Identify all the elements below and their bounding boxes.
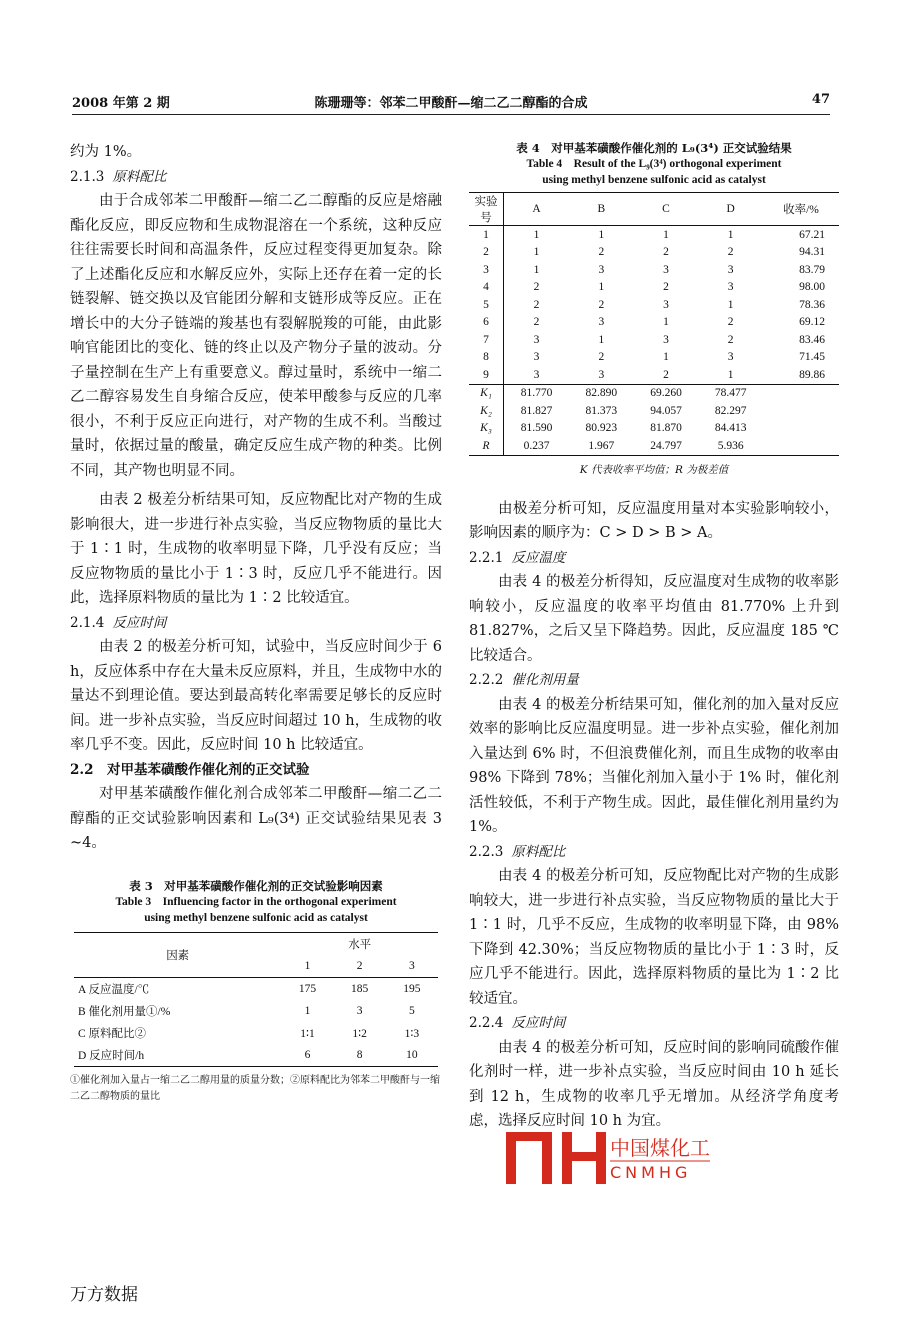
table-cell: 3: [598, 316, 605, 329]
table-cell: 81.827: [520, 404, 553, 417]
table-cell: 3: [533, 351, 540, 364]
table-row: [469, 349, 839, 367]
column-header: B: [569, 193, 634, 226]
table-cell: K₂: [469, 402, 504, 420]
table-cell: 81.590: [520, 422, 553, 435]
table-row: [74, 1000, 438, 1022]
level-cell: 1∶3: [404, 1027, 420, 1040]
table-cell: 1: [663, 351, 669, 364]
table-cell: 1: [727, 298, 734, 311]
right-column: [469, 140, 839, 1134]
factor-cell: D 反应时间/h: [74, 1044, 281, 1067]
paragraph: 由表 4 的极差分析得知，反应温度对生成物的收率影响较小，反应温度的收率平均值由 81.770% 上升到 81.827%，之后又呈下降趋势。因此，反应温度 185 ℃ 比较适合。: [469, 574, 839, 664]
level-cell: 175: [298, 982, 317, 995]
table-cell: 69.12: [799, 316, 825, 329]
table-row: [469, 331, 839, 349]
table-cell: 3: [663, 298, 669, 311]
empty-cell: [763, 384, 839, 402]
level-cell: 6: [281, 1044, 333, 1067]
table-3-caption-en-2: using methyl benzene sulfonic acid as catalyst: [144, 911, 368, 924]
table-row: [469, 314, 839, 332]
table-row: [469, 244, 839, 262]
table-3-block: [70, 878, 442, 1105]
table-cell: 94.31: [799, 246, 825, 259]
level-cell: 3: [356, 1004, 363, 1017]
header-rule: [72, 114, 830, 115]
table-stat-row: [469, 437, 839, 455]
table-cell: 1: [533, 263, 540, 276]
table-3-footnote: ①催化剂加入量占一缩二乙二醇用量的质量分数；②原料配比为邻苯二甲酸酐与一缩二乙二醇物质的量比: [70, 1074, 440, 1102]
level-label: 1: [281, 955, 333, 978]
table-cell: 1: [598, 333, 605, 346]
table-cell: 1: [533, 246, 540, 259]
table-row: [469, 296, 839, 314]
table-cell: 2: [533, 298, 540, 311]
empty-cell: [763, 420, 839, 438]
table-cell: 82.890: [569, 384, 634, 402]
table-cell: 2: [663, 246, 669, 259]
column-header: A: [504, 193, 570, 226]
table-cell: 3: [663, 263, 669, 276]
level-cell: 8: [334, 1044, 386, 1067]
table-cell: 71.45: [799, 351, 825, 364]
table-cell: 82.297: [714, 404, 747, 417]
level-cell: 195: [403, 982, 421, 995]
level-cell: 5: [409, 1004, 415, 1017]
table-cell: 78.36: [799, 298, 825, 311]
paragraph: 由表 2 的极差分析可知，试验中，当反应时间少于 6 h，反应体系中存在大量未反应原料，并且，生成物中水的量达不到理论值。要达到最高转化率需要足够长的反应时间。进一步补点实验，当反应时间超过 10 h，生成物的收率几乎不变。因此，反应时间 10 h 比较适宜。: [70, 639, 442, 753]
table-cell: 3: [598, 263, 605, 276]
table-cell: 1: [663, 228, 669, 241]
table-cell: 3: [598, 368, 605, 381]
table-cell: 81.770: [504, 384, 570, 402]
table-cell: 5.936: [698, 437, 763, 455]
table-cell: 5: [469, 296, 504, 314]
table-cell: 2: [533, 281, 540, 294]
column-header: 收率/%: [763, 193, 839, 226]
table-cell: 67.21: [799, 228, 825, 241]
table-row: [74, 1022, 438, 1044]
level-cell: 1∶2: [352, 1027, 367, 1040]
section-heading-2-2-1: 2.2.1 反应温度: [469, 549, 566, 566]
section-heading-2-1-3: 2.1.3 原料配比: [70, 168, 167, 185]
table-row: [74, 1044, 438, 1067]
table-cell: 9: [469, 366, 504, 384]
level-cell: 1: [304, 1004, 311, 1017]
paragraph: 由表 4 的极差分析可知，反应时间的影响同硫酸作催化剂时一样，进一步补点实验，当反应时间由 10 h 延长到 12 h，生成物的收率几乎无增加。从经济学角度考虑，选择反应时间 10 h 为宜。: [469, 1039, 839, 1129]
table-4-caption: 表 4 对甲基苯磺酸作催化剂的 L₉(3⁴) 正交试验结果: [516, 141, 792, 155]
column-header: D: [698, 193, 763, 226]
table-cell: 2: [598, 351, 605, 364]
level-cell: 1∶1: [300, 1027, 315, 1040]
table-cell: 3: [533, 333, 540, 346]
table-cell: 94.057: [650, 404, 682, 417]
table-stat-row: [469, 384, 839, 402]
table-cell: 1: [598, 281, 605, 294]
table-cell: K₁: [469, 384, 504, 402]
table-cell: 83.46: [799, 333, 825, 346]
paragraph: 由于合成邻苯二甲酸酐—缩二乙二醇酯的反应是熔融酯化反应，即反应物和生成物混溶在一个系统，这种反应往往需要长时间和高温条件，反应过程变得更加复杂。除了上述酯化反应和水解反应外，实际上还存在着一定的长链裂解、链交换以及官能团分解和支链形成等反应。正在增长中的大分子链端的羧基也有裂解脱羧的可能，由此影响官能团比的变化、链的终止以及产物分子量的波动。分子量控制在生产上有重要意义。醇过量时，系统中一缩二乙二醇容易发生自身缩合反应，使苯甲酸参与反应的几率很小，不利于反应正向进行，对产物的生成不利。当酸过量时，依据过量的酸量，确定反应生成产物的种类。比例不同，其产物也明显不同。: [70, 193, 442, 479]
table-row: [469, 366, 839, 384]
empty-cell: [763, 402, 839, 420]
table-cell: 2: [533, 316, 540, 329]
table-cell: 3: [727, 263, 734, 276]
issue-label: 2008 年第 2 期: [72, 96, 170, 111]
table-cell: 1: [469, 226, 504, 244]
running-header: [72, 92, 830, 112]
paragraph: 由极差分析可知，反应温度用量对本实验影响较小，影响因素的顺序为：C > D > B > A。: [469, 500, 839, 541]
factor-cell: C 原料配比②: [78, 1027, 147, 1040]
paragraph: 由表 4 的极差分析可知，反应物配比对产物的生成影响较大，进一步进行补点实验，当反应物物质的量比大于 1∶1 时，几乎不反应，生成物的收率明显下降，由 98% 下降到 42.30%；当反应物物质的量比小于 1∶3 时，反应几乎不能进行。因此，选择原料物质的量比为 1∶2 比较适宜。: [469, 868, 839, 1007]
table-cell: 2: [469, 244, 504, 262]
table-cell: 84.413: [714, 422, 747, 435]
table-cell: 3: [663, 333, 669, 346]
level-cell: 185: [351, 982, 369, 995]
section-heading-2-2-2: 2.2.2 催化剂用量: [469, 672, 579, 688]
paragraph: 由表 2 极差分析结果可知，反应物配比对产物的生成影响很大，进一步进行补点实验，当反应物物质的量比大于 1∶1 时，生成物的收率明显下降，几乎没有反应；当反应物物质的量比小于 1∶3 时，反应几乎不能进行。因此，选择原料物质的量比为 1∶2 比较适宜。: [70, 492, 442, 606]
table-cell: 78.477: [698, 384, 763, 402]
table-row: [469, 226, 839, 244]
table-4-caption-en: Table 4 Result of the L₉(3⁴) orthogonal experiment: [526, 158, 782, 170]
table-3-caption: 表 3 对甲基苯磺酸作催化剂的正交试验影响因素: [129, 878, 383, 893]
factor-cell: A 反应温度/℃: [78, 983, 150, 996]
section-heading-2-2-4: 2.2.4 反应时间: [469, 1015, 566, 1031]
watermark-en: CNMHG: [610, 1163, 692, 1182]
running-title: 陈珊珊等：邻苯二甲酸酐—缩二乙二醇酯的合成: [314, 96, 588, 111]
factor-header: 因素: [74, 932, 281, 977]
left-column: [70, 140, 442, 1105]
level-label: 2: [334, 955, 386, 978]
table-4-note: K 代表收率平均值；R 为极差值: [579, 463, 729, 476]
table-stat-row: [469, 402, 839, 420]
table-cell: 2: [727, 333, 734, 346]
table-cell: 3: [469, 261, 504, 279]
table-cell: 81.870: [650, 422, 682, 435]
table-cell: 0.237: [504, 437, 570, 455]
table-cell: 1.967: [569, 437, 634, 455]
table-cell: K₃: [469, 420, 504, 438]
table-cell: 89.86: [799, 368, 825, 381]
section-heading-2-1-4: 2.1.4 反应时间: [70, 614, 167, 631]
section-heading-2-2: 2.2 对甲基苯磺酸作催化剂的正交试验: [70, 761, 310, 778]
table-3: [74, 932, 438, 1067]
level-cell: 10: [386, 1044, 438, 1067]
table-row: [469, 279, 839, 297]
watermark-cn: 中国煤化工: [610, 1136, 710, 1160]
table-cell: 7: [469, 331, 504, 349]
table-row: [74, 977, 438, 1000]
table-cell: 83.79: [799, 263, 825, 276]
table-cell: 2: [727, 316, 734, 329]
table-cell: 69.260: [634, 384, 699, 402]
table-stat-row: [469, 420, 839, 438]
level-header: 水平: [281, 932, 438, 955]
table-cell: 2: [598, 246, 605, 259]
paragraph: 对甲基苯磺酸作催化剂合成邻苯二甲酸酐—缩二乙二醇酯的正交试验影响因素和 L₉(3⁴) 正交试验结果见表 3 ~4。: [70, 786, 442, 851]
footer-source: 万方数据: [70, 1285, 138, 1305]
table-cell: 8: [469, 349, 504, 367]
table-cell: R: [469, 437, 504, 455]
paragraph: 由表 4 的极差分析结果可知，催化剂的加入量对反应效率的影响比反应温度明显。进一步补点实验，催化剂加入量达到 6% 时，不但浪费催化剂，而且生成物的收率由 98% 下降到 78%；当催化剂加入量小于 1% 时，催化剂活性较低，不利于产物生成。因此，最佳催化剂用量约为 1%。: [469, 696, 839, 835]
column-header: 实验号: [469, 193, 504, 226]
table-cell: 1: [598, 228, 605, 241]
paragraph: 约为 1%。: [70, 144, 142, 160]
table-cell: 3: [727, 351, 734, 364]
watermark-logo-icon: [498, 1128, 848, 1188]
table-cell: 1: [727, 228, 734, 241]
level-label: 3: [386, 955, 438, 978]
table-cell: 81.373: [585, 404, 618, 417]
table-cell: 4: [469, 279, 504, 297]
table-4: [469, 192, 839, 456]
table-cell: 2: [663, 281, 669, 294]
empty-cell: [763, 437, 839, 455]
table-4-caption-en-2: using methyl benzene sulfonic acid as catalyst: [542, 174, 766, 186]
table-cell: 1: [663, 316, 669, 329]
page-number: 47: [811, 92, 830, 107]
table-cell: 80.923: [585, 422, 618, 435]
table-cell: 24.797: [634, 437, 699, 455]
column-header: C: [634, 193, 699, 226]
table-cell: 1: [727, 368, 734, 381]
table-cell: 2: [727, 246, 734, 259]
section-heading-2-2-3: 2.2.3 原料配比: [469, 843, 566, 860]
table-cell: 3: [533, 368, 540, 381]
factor-cell: B 催化剂用量①/%: [78, 1005, 171, 1018]
table-cell: 3: [727, 281, 734, 294]
table-cell: 6: [469, 314, 504, 332]
table-cell: 1: [533, 228, 540, 241]
table-cell: 2: [663, 368, 669, 381]
table-cell: 98.00: [799, 281, 825, 294]
table-row: [469, 261, 839, 279]
table-3-caption-en: Table 3 Influencing factor in the orthogonal experiment: [115, 895, 397, 908]
table-cell: 2: [598, 298, 605, 311]
watermark: [498, 1128, 848, 1188]
